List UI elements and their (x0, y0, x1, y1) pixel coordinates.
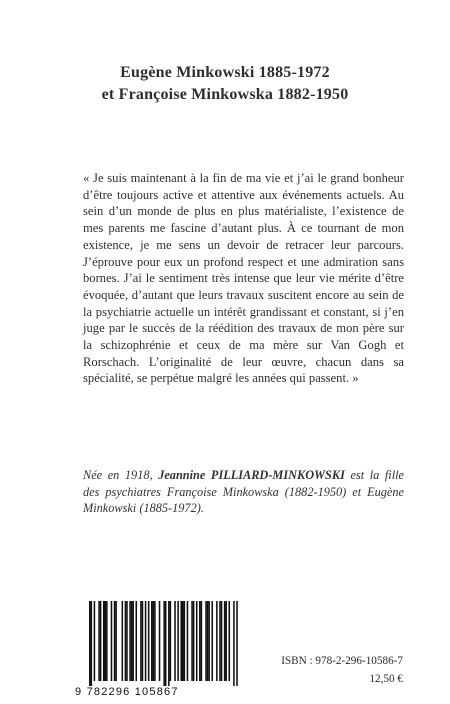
book-title (0, 62, 450, 106)
barcode-image (75, 601, 249, 698)
bio-rest: est la fille des psychiatres Françoise Minkowska (1882-1950) et Eugène Minkowski (1885-1972). (83, 468, 404, 515)
author-bio (83, 467, 404, 517)
quote-paragraph: « Je suis maintenant à la fin de ma vie et j’ai le grand bonheur d’être toujours active et attentive aux événements actuels. Au sein d’un monde de plus en plus matérialiste, l’existence de mes parents me fascine d’autant plus. À ce tournant de mon existence, je me sens un devoir de retracer leur parcours. J’éprouve pour eux un profond respect et une admiration sans bornes. J’ai le sentiment très intense que leur vie mérite d’être évoquée, d’autant que leurs travaux suscitent encore au sein de la psychiatrie actuelle un intérêt grandissant et constant, si j’en juge par le succès de la réédition des travaux de mon père sur la schizophrénie et ceux de ma mère sur Van Gogh et Rorschach. L’originalité de leur œuvre, chacun dans sa spécialité, se perpétue malgré les années qui passent. » (83, 171, 404, 386)
barcode-bars (75, 601, 249, 686)
title-line-1: Eugène Minkowski 1885-1972 (120, 64, 330, 81)
book-price: 12,50 € (369, 673, 403, 685)
isbn-number: ISBN : 978-2-296-10586-7 (281, 655, 403, 667)
title-line-2: et Françoise Minkowska 1882-1950 (101, 86, 349, 103)
author-name: Jeannine PILLIARD-MINKOWSKI (158, 468, 345, 482)
bio-intro: Née en 1918, (83, 468, 159, 482)
barcode-digits: 9 782296 105867 (75, 686, 179, 698)
